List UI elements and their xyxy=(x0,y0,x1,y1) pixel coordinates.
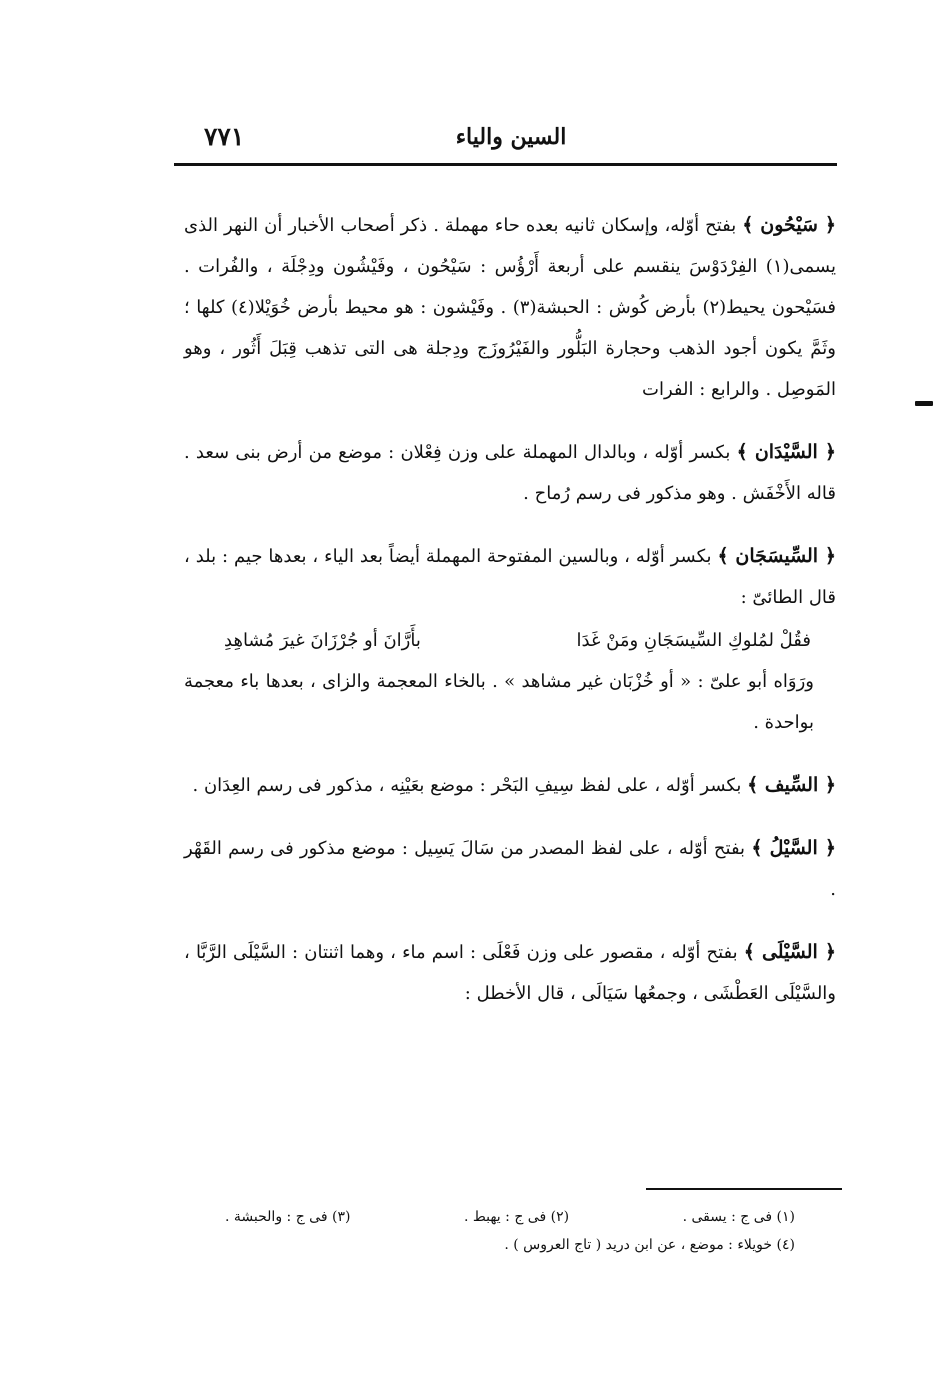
footnote-row xyxy=(225,1203,795,1231)
verse-second-hemistich: بأَرَّانَ أو جُرْزَانَ غيرَ مُشاهِدِ xyxy=(224,630,421,651)
footnote-row xyxy=(225,1231,795,1259)
poem-verse xyxy=(184,620,836,661)
headword: ﴿ سَيْحُون ﴾ xyxy=(742,214,836,236)
entry-text: بكسر أوّله ، على لفظ سِيفِ البَحْر : موضع بعَيْنِه ، مذكور فى رسم العِدَان . xyxy=(192,775,748,796)
footnote-1: (١) فى ج : يسقى . xyxy=(682,1209,795,1225)
running-title: السين والياء xyxy=(455,124,567,150)
headword: ﴿ السَّيْدَان ﴾ xyxy=(736,441,837,463)
entry-text: بفتح أوّله ، على لفظ المصدر من سَالَ يَسِيل : موضع مذكور فى رسم القَهْر . xyxy=(184,838,836,900)
headword: ﴿ السِّيف ﴾ xyxy=(747,774,836,796)
entry-sayla xyxy=(184,932,836,1014)
headword: ﴿ السَّيْلُ ﴾ xyxy=(751,837,836,859)
entry-text: بكسر أوّله ، وبالسين المفتوحة المهملة أيضاً بعد الياء ، بعدها جيم : بلد ، قال الطائىّ : xyxy=(184,546,836,608)
header-rule xyxy=(174,163,837,166)
entry-text: بفتح أوّله ، مقصور على وزن فَعْلَى : اسم ماء ، وهما اثنتان : السَّيْلَى الرَّبَّا ، والسَّيْلَى العَطْشَى ، وجمعُها سَيَالَى ، قال الأخطل : xyxy=(184,942,836,1004)
entry-text: بفتح أوّله، وإسكان ثانيه بعده حاء مهملة . ذكر أصحاب الأخبار أن النهر الذى يسمى(١) الفِرْدَوْسَ ينقسم على أربعة أَرْؤُس : سَيْحُون ، وفَيْشُون ودِجْلَة ، والفُرات . فسَيْحون يحيط(٢) بأرض كُوش : الحبشة(٣) . وفَيْشون : هو محيط بأرض خُوَيْلا(٤) كلها ؛ وثَمَّ يكون أجود الذهب وحجارة البَلُّور والفَيْرُوزَج ودِجلة هى التى تذهب قِبَلَ أَثُور ، وهو المَوصِل . والرابع : الفرات xyxy=(184,215,837,400)
entry-text-continued: ورَوَاه أبو علىّ : « أو خُزْبَان غير مشاهد » . بالخاء المعجمة والزاى ، بعدها باء معجمة بواحدة . xyxy=(184,671,814,733)
entry-sif xyxy=(184,765,836,806)
footnote-rule xyxy=(646,1188,842,1190)
verse-first-hemistich: فقُلْ لمُلوكِ السِّيسَجَانِ ومَنْ غَدَا xyxy=(576,630,811,651)
entry-text: بكسر أوّله ، وبالدال المهملة على وزن فِعْلان : موضع من أرض بنى سعد . قاله الأَخْفَش . وهو مذكور فى رسم رُماح . xyxy=(184,442,836,504)
footnote-2: (٢) فى ج : يهبط . xyxy=(463,1209,570,1225)
page-number: ٧٧١ xyxy=(204,122,245,151)
margin-mark xyxy=(915,401,933,406)
page-header xyxy=(176,118,836,160)
headword: ﴿ السَّيْلَى ﴾ xyxy=(743,941,836,963)
footnote-3: (٣) فى ج : والحبشة . xyxy=(225,1209,351,1225)
entry-sayhun xyxy=(184,205,836,410)
entry-saydan xyxy=(184,432,836,514)
main-text xyxy=(184,205,836,1014)
entry-sayl xyxy=(184,828,836,910)
footnote-4: (٤) خويلاء : موضع ، عن ابن دريد ( تاج العروس ) . xyxy=(504,1237,795,1253)
headword: ﴿ السِّيسَجَان ﴾ xyxy=(717,545,837,567)
entry-sisajan xyxy=(184,536,836,743)
footnotes xyxy=(225,1203,795,1259)
